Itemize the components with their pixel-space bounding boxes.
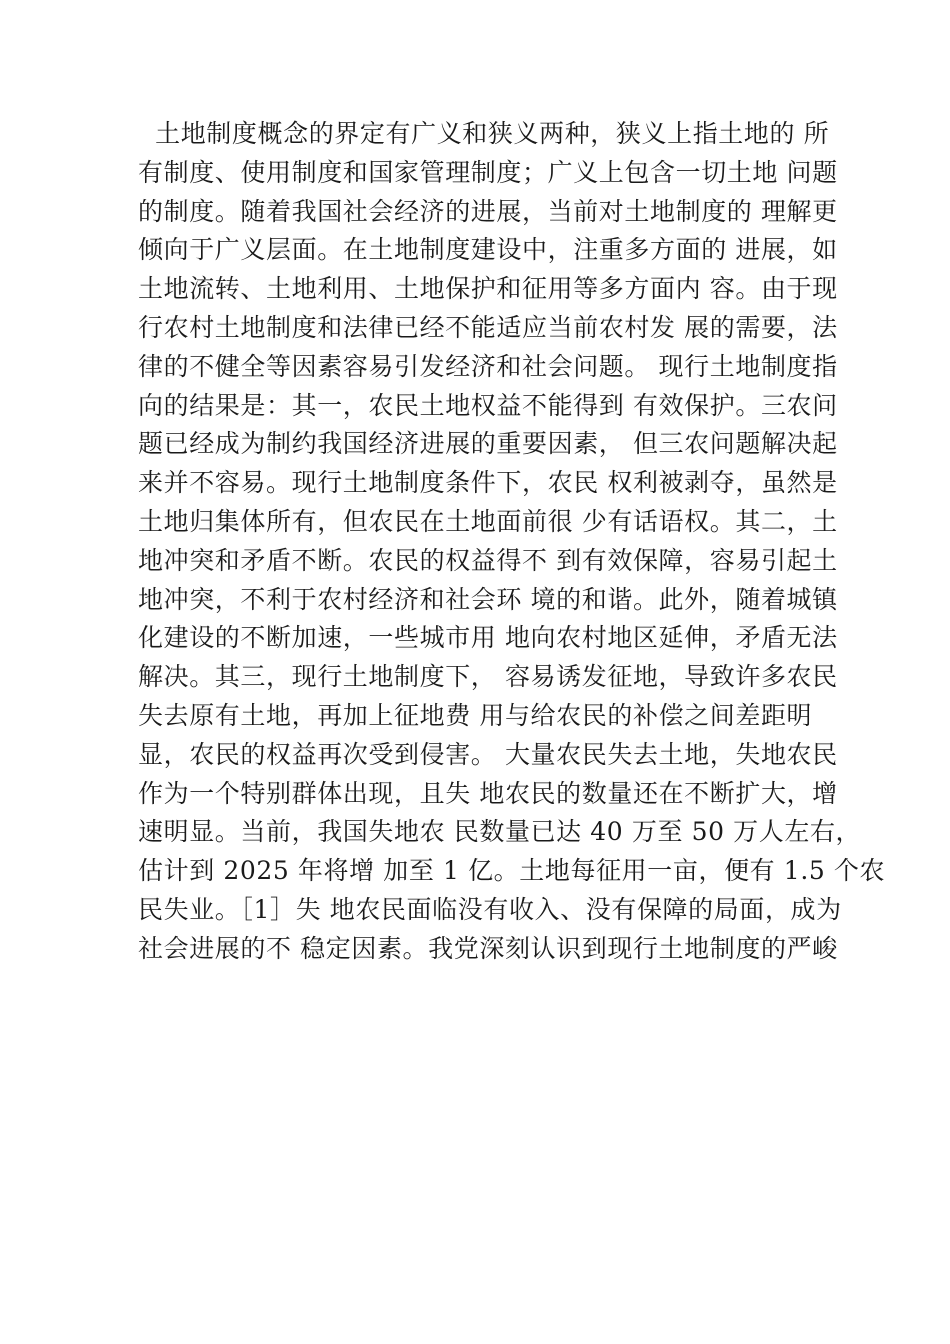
text-line: 的制度。随着我国社会经济的进展，当前对土地制度的 理解更 bbox=[138, 196, 838, 226]
text-line: 显，农民的权益再次受到侵害。 大量农民失去土地，失地农民 bbox=[138, 739, 838, 769]
text-line: 倾向于广义层面。在土地制度建设中，注重多方面的 进展，如 bbox=[138, 235, 838, 265]
text-line: 土地归集体所有，但农民在土地面前很 少有话语权。其二，土 bbox=[138, 506, 838, 536]
text-line: 土地制度概念的界定有广义和狭义两种，狭义上指土地的 所 bbox=[138, 119, 830, 148]
text-line: 化建设的不断加速，一些城市用 地向农村地区延伸，矛盾无法 bbox=[138, 623, 838, 653]
text-line: 社会进展的不 稳定因素。我党深刻认识到现行土地制度的严峻 bbox=[138, 933, 838, 963]
text-line: 地冲突，不利于农村经济和社会环 境的和谐。此外，随着城镇 bbox=[138, 584, 838, 614]
text-line: 地冲突和矛盾不断。农民的权益得不 到有效保障，容易引起土 bbox=[138, 545, 838, 575]
text-line: 民失业。［1］失 地农民面临没有收入、没有保障的局面，成为 bbox=[138, 894, 842, 924]
text-line: 失去原有土地，再加上征地费 用与给农民的补偿之间差距明 bbox=[138, 700, 813, 730]
text-line: 向的结果是：其一，农民土地权益不能得到 有效保护。三农问 bbox=[138, 390, 838, 420]
text-line: 题已经成为制约我国经济进展的重要因素， 但三农问题解决起 bbox=[138, 429, 838, 459]
text-line: 解决。其三，现行土地制度下， 容易诱发征地，导致许多农民 bbox=[138, 662, 838, 692]
text-line: 估计到 2025 年将增 加至 1 亿。土地每征用一亩，便有 1.5 个农 bbox=[138, 856, 886, 886]
body-paragraph bbox=[138, 115, 886, 969]
text-line: 律的不健全等因素容易引发经济和社会问题。 现行土地制度指 bbox=[138, 351, 838, 381]
text-line: 来并不容易。现行土地制度条件下，农民 权利被剥夺，虽然是 bbox=[138, 468, 838, 498]
text-line: 速明显。当前，我国失地农 民数量已达 40 万至 50 万人左右， bbox=[138, 817, 862, 847]
text-line: 土地流转、土地利用、土地保护和征用等多方面内 容。由于现 bbox=[138, 274, 838, 304]
text-line: 作为一个特别群体出现，且失 地农民的数量还在不断扩大，增 bbox=[138, 778, 838, 808]
text-line: 有制度、使用制度和国家管理制度；广义上包含一切土地 问题 bbox=[138, 157, 838, 187]
text-line: 行农村土地制度和法律已经不能适应当前农村发 展的需要，法 bbox=[138, 312, 838, 342]
